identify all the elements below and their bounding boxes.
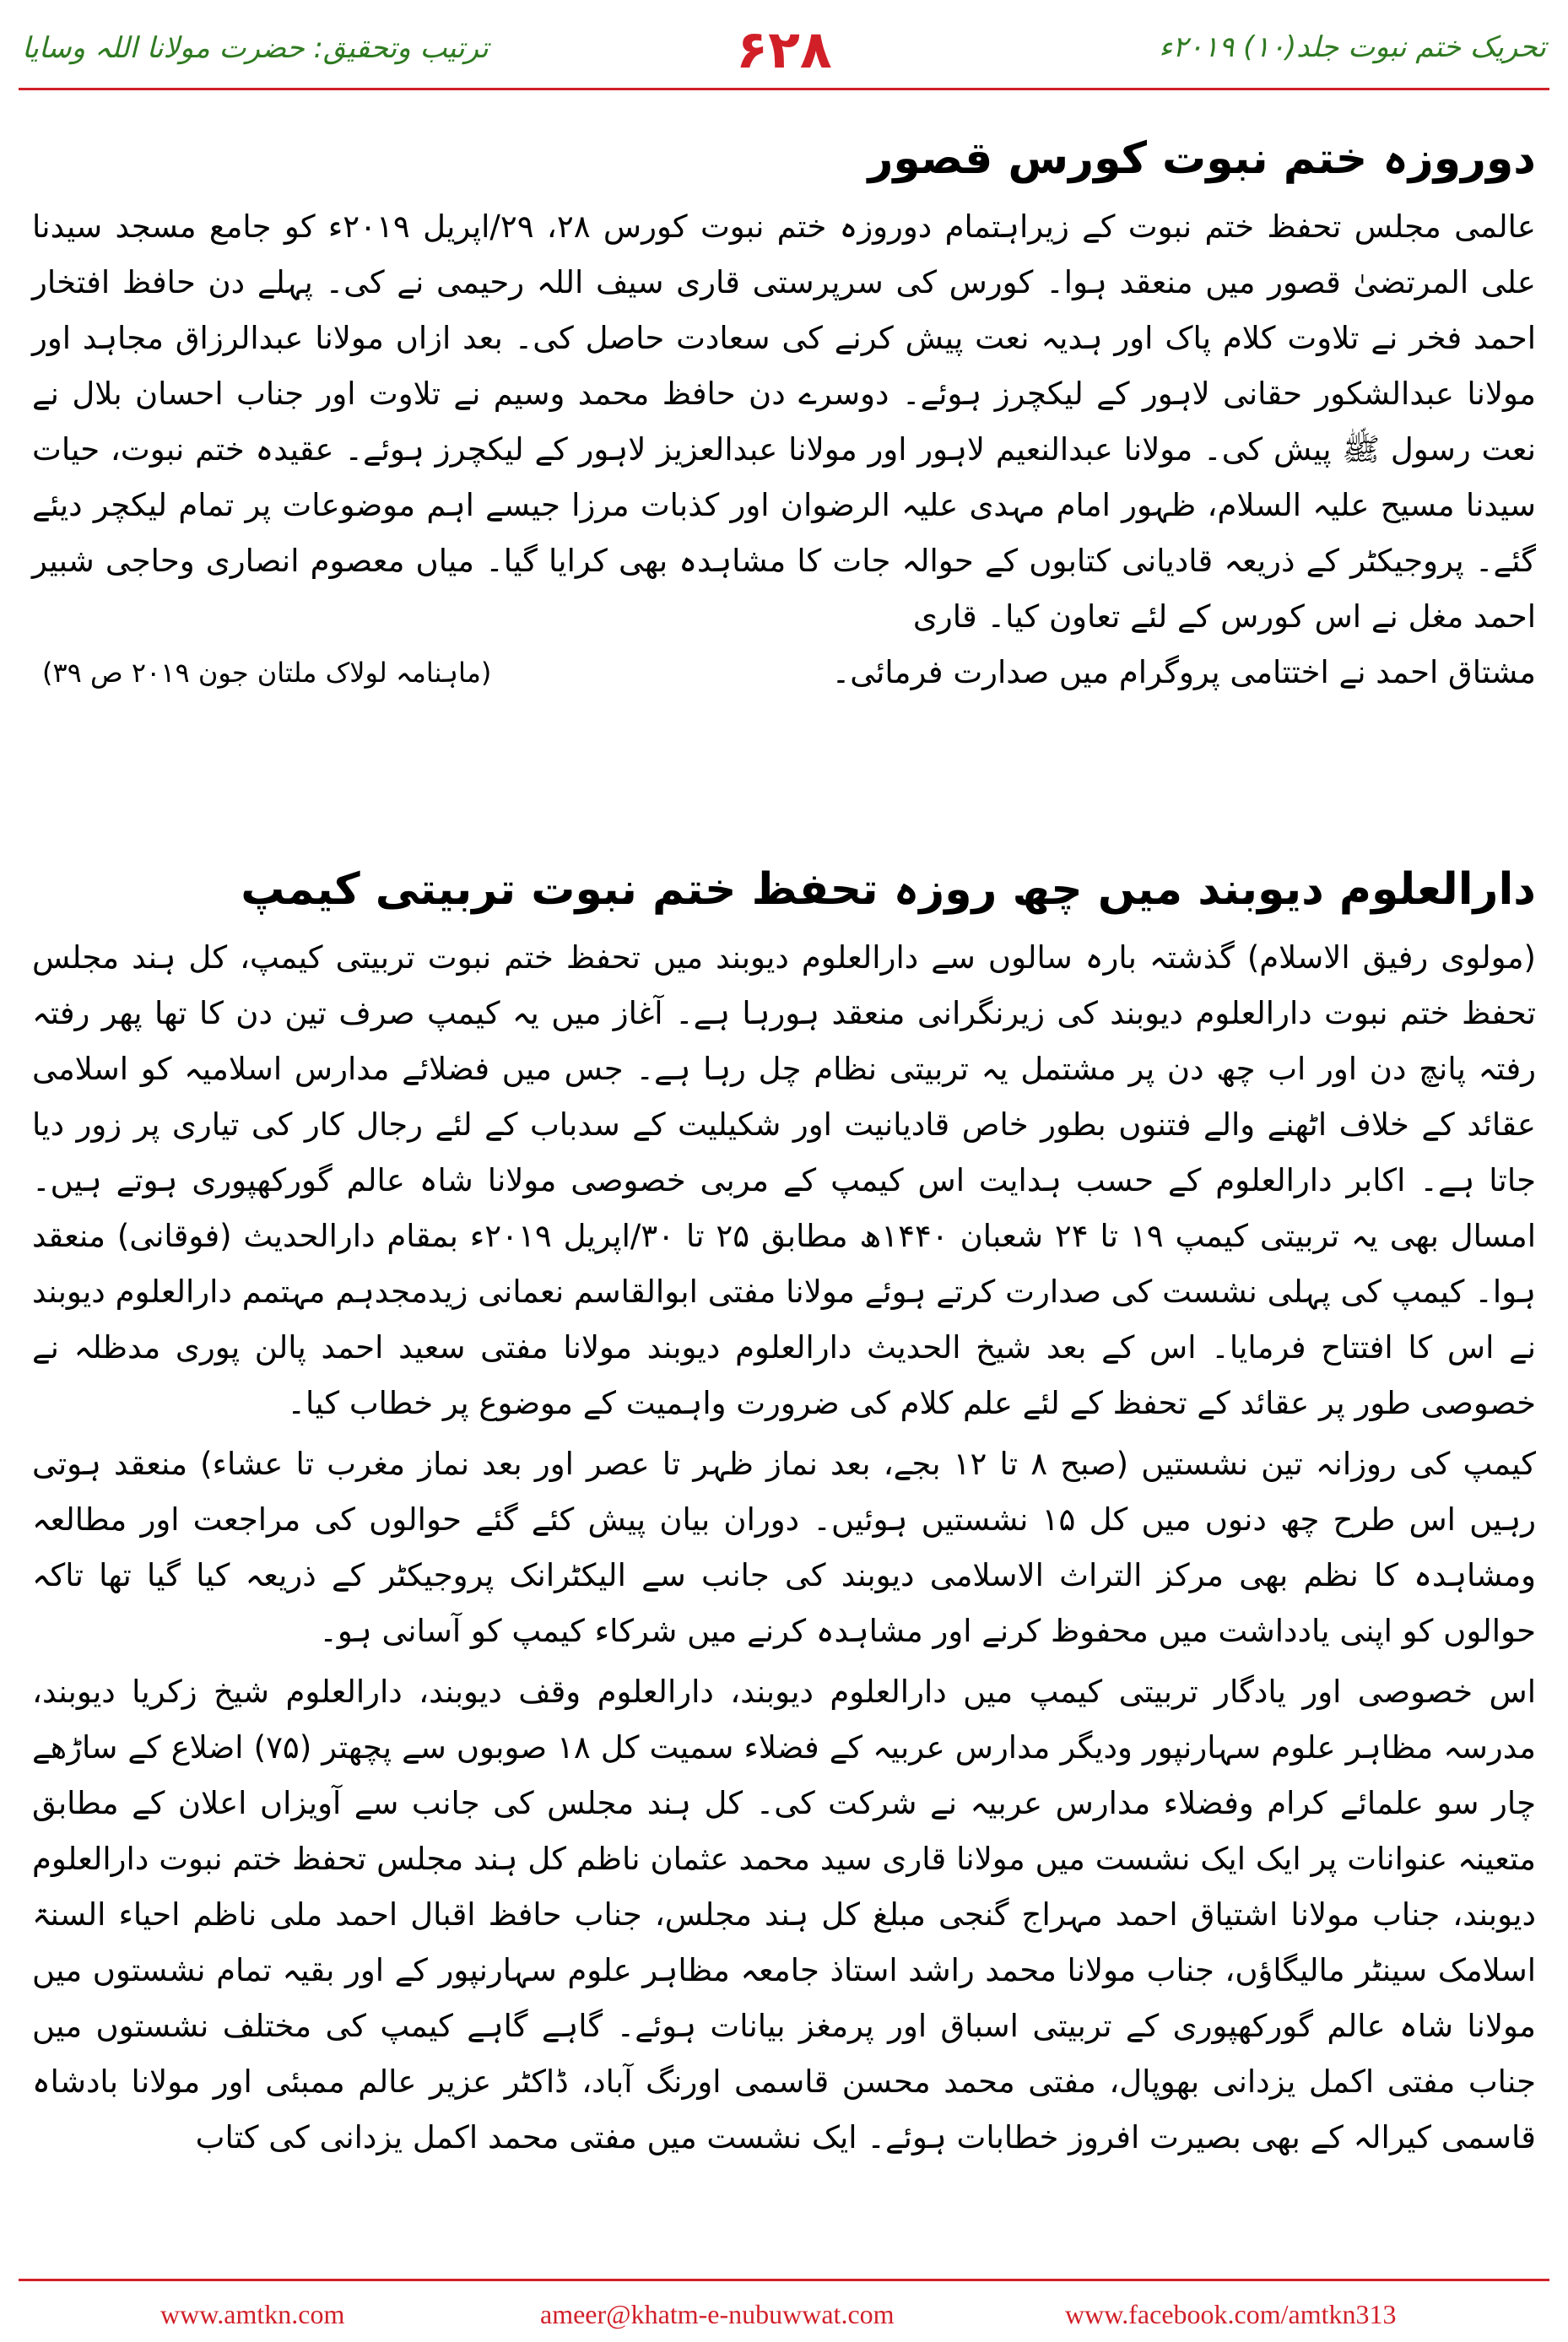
section-deoband-camp bbox=[32, 849, 1536, 2182]
section-kasur-course bbox=[32, 118, 1536, 849]
book-title: تحریک ختم نبوت جلد(۱۰) ۲۰۱۹ء bbox=[1159, 30, 1546, 64]
page-number: ۶۲۸ bbox=[736, 19, 832, 80]
page-header bbox=[0, 0, 1568, 93]
footer-divider bbox=[19, 2279, 1549, 2281]
page-footer bbox=[0, 2279, 1568, 2342]
section-paragraph: عالمی مجلس تحفظ ختم نبوت کے زیراہتمام دوروزہ ختم نبوت کورس ۲۸، ۲۹/اپریل ۲۰۱۹ء کو جامع مسجد سیدنا علی المرتضیٰ قصور میں منعقد ہوا۔ کورس کی سرپرستی قاری سیف اللہ رحیمی نے کی۔ پہلے دن حافظ افتخار احمد فخر نے تلاوت کلام پاک اور ہدیہ نعت پیش کرنے کی سعادت حاصل کی۔ بعد ازاں مولانا عبدالرزاق مجاہد اور مولانا عبدالشکور حقانی لاہور کے لیکچرز ہوئے۔ دوسرے دن حافظ محمد وسیم نے تلاوت اور جناب احسان بلال نے نعت رسول ﷺ پیش کی۔ مولانا عبدالنعیم لاہور اور مولانا عبدالعزیز لاہور کے لیکچرز ہوئے۔ عقیدہ ختم نبوت، حیات سیدنا مسیح علیہ السلام، ظہور امام مہدی علیہ الرضوان اور کذبات مرزا جیسے اہم موضوعات پر تمام لیکچر دیئے گئے۔ پروجیکٹر کے ذریعہ قادیانی کتابوں کے حوالہ جات کا مشاہدہ بھی کرایا گیا۔ میاں معصوم انصاری وحاجی شبیر احمد مغل نے اس کورس کے لئے تعاون کیا۔ قاری bbox=[32, 208, 1536, 635]
header-divider bbox=[19, 88, 1549, 90]
article-body bbox=[32, 118, 1536, 2182]
website-link[interactable]: www.amtkn.com bbox=[160, 2299, 345, 2329]
source-citation: (ماہنامہ لولاک ملتان جون ۲۰۱۹ ص ۳۹) bbox=[42, 657, 492, 689]
paragraph-last-line: مشتاق احمد نے اختتامی پروگرام میں صدارت فرمائی۔ bbox=[831, 654, 1536, 690]
facebook-link[interactable]: www.facebook.com/amtkn313 bbox=[1065, 2299, 1397, 2329]
section-paragraph: کیمپ کی روزانہ تین نشستیں (صبح ۸ تا ۱۲ بجے، بعد نماز ظہر تا عصر اور بعد نماز مغرب تا عشاء) منعقد ہوتی رہیں اس طرح چھ دنوں میں کل ۱۵ نشستیں ہوئیں۔ دوران بیان پیش کئے گئے حوالوں کی مراجعت اور مطالعہ ومشاہدہ کا نظم بھی مرکز التراث الاسلامی دیوبند کی جانب سے الیکٹرانک پروجیکٹر کے ذریعہ کیا گیا تھا تاکہ حوالوں کو اپنی یادداشت میں محفوظ کرنے اور مشاہدہ کرنے میں شرکاء کیمپ کو آسانی ہو۔ bbox=[32, 1446, 1537, 1649]
closing-line bbox=[32, 645, 1536, 700]
compiler-credit: ترتیب وتحقیق: حضرت مولانا اللہ وسایا bbox=[22, 31, 489, 65]
section-paragraph: (مولوی رفیق الاسلام) گذشتہ بارہ سالوں سے دارالعلوم دیوبند میں تحفظ ختم نبوت تربیتی کیمپ، کل ہند مجلس تحفظ ختم نبوت دارالعلوم دیوبند کی زیرنگرانی منعقد ہورہا ہے۔ آغاز میں یہ کیمپ صرف تین دن کا تھا پھر رفتہ رفتہ پانچ دن اور اب چھ دن پر مشتمل یہ تربیتی نظام چل رہا ہے۔ جس میں فضلائے مدارس اسلامیہ کو اسلامی عقائد کے خلاف اٹھنے والے فتنوں بطور خاص قادیانیت اور شکیلیت کے سدباب کے لئے رجال کار کی تیاری پر زور دیا جاتا ہے۔ اکابر دارالعلوم کے حسب ہدایت اس کیمپ کے مربی خصوصی مولانا شاہ عالم گورکھپوری ہوتے ہیں۔ امسال بھی یہ تربیتی کیمپ ۱۹ تا ۲۴ شعبان ۱۴۴۰ھ مطابق ۲۵ تا ۳۰/اپریل ۲۰۱۹ء بمقام دارالحدیث (فوقانی) منعقد ہوا۔ کیمپ کی پہلی نشست کی صدارت کرتے ہوئے مولانا مفتی ابوالقاسم نعمانی زیدمجدہم مہتمم دارالعلوم دیوبند نے اس کا افتتاح فرمایا۔ اس کے بعد شیخ الحدیث دارالعلوم دیوبند مولانا مفتی سعید احمد پالن پوری مدظلہ نے خصوصی طور پر عقائد کے تحفظ کے لئے علم کلام کی ضرورت واہمیت کے موضوع پر خطاب کیا۔ bbox=[32, 939, 1536, 1421]
section-heading: دوروزہ ختم نبوت کورس قصور bbox=[868, 133, 1536, 184]
email-link[interactable]: ameer@khatm-e-nubuwwat.com bbox=[540, 2299, 895, 2329]
section-paragraph: اس خصوصی اور یادگار تربیتی کیمپ میں دارالعلوم دیوبند، دارالعلوم وقف دیوبند، دارالعلوم شیخ زکریا دیوبند، مدرسہ مظاہر علوم سہارنپور ودیگر مدارس عربیہ کے فضلاء سمیت کل ۱۸ صوبوں سے پچھتر (۷۵) اضلاع کے ساڑھے چار سو علمائے کرام وفضلاء مدارس عربیہ نے شرکت کی۔ کل ہند مجلس کی جانب سے آویزاں اعلان کے مطابق متعینہ عنوانات پر ایک ایک نشست میں مولانا قاری سید محمد عثمان ناظم کل ہند مجلس تحفظ ختم نبوت دارالعلوم دیوبند، جناب مولانا اشتیاق احمد مہراج گنجی مبلغ کل ہند مجلس، جناب حافظ اقبال احمد ملی ناظم احیاء السنۃ اسلامک سینٹر مالیگاؤں، جناب مولانا محمد راشد استاذ جامعہ مظاہر علوم سہارنپور کے اور بقیہ تمام نشستوں میں مولانا شاہ عالم گورکھپوری کے تربیتی اسباق اور پرمغز بیانات ہوئے۔ گاہے گاہے کیمپ کی مختلف نشستوں میں جناب مفتی اکمل یزدانی بھوپال، مفتی محمد محسن قاسمی اورنگ آباد، ڈاکٹر عزیر عالم ممبئی اور مولانا بادشاہ قاسمی کیرالہ کے بھی بصیرت افروز خطابات ہوئے۔ ایک نشست میں مفتی محمد اکمل یزدانی کی کتاب bbox=[32, 1674, 1536, 2155]
section-heading: دارالعلوم دیوبند میں چھ روزہ تحفظ ختم نبوت تربیتی کیمپ bbox=[241, 864, 1536, 915]
